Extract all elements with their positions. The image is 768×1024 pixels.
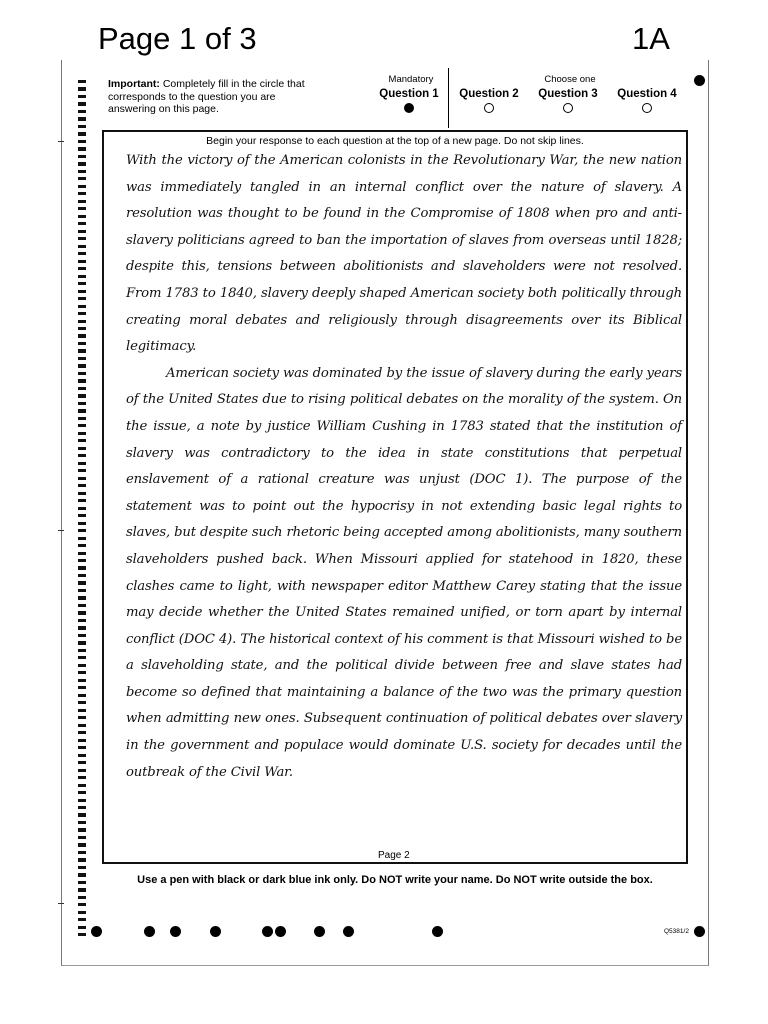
timing-mark (78, 716, 86, 719)
timing-mark (78, 566, 86, 569)
timing-mark (78, 297, 86, 300)
timing-mark (78, 641, 86, 644)
timing-mark (78, 709, 86, 712)
timing-mark (78, 828, 86, 831)
timing-mark (78, 222, 86, 225)
timing-mark (78, 492, 86, 495)
timing-mark (78, 147, 86, 150)
timing-mark (78, 230, 86, 233)
edge-tick (58, 141, 64, 142)
footer-instruction: Use a pen with black or dark blue ink only. Do NOT write your name. Do NOT write outside the box. (137, 874, 653, 886)
timing-mark (78, 813, 86, 816)
response-paragraph-2: American society was dominated by the issue of slavery during the early years of the United States due to rising political debates on the morality of the system. On the issue, a note by justice William Cushing in 1783 stated that the institution of slavery was contradictory to the idea in state constitutions that perpetual enslavement of a rational creature was unjust (DOC 1). The purpose of the statement was to point out the hypocrisy in not extending basic legal rights to slaves, but despite such rhetoric being accepted among abolitionists, many southern slaveholders pushed back. When Missouri applied for statehood in 1820, these clashes came to light, with newspaper editor Matthew Carey stating that the issue may decide whether the United States remained unified, or torn apart by internal conflict (DOC 4). The historical context of his comment is that Missouri wished to be a slaveholding state, and the political divide between free and slave states had become so defined that maintaining a balance of the two was the primary question when admitting new ones. Subsequent continuation of political debates over slavery in the government and populace would dominate U.S. society for decades until the outbreak of the Civil War. (126, 365, 682, 780)
timing-mark (78, 469, 86, 472)
timing-mark (78, 836, 86, 839)
timing-mark (78, 215, 86, 218)
timing-mark (78, 559, 86, 562)
timing-mark (78, 260, 86, 263)
timing-mark (78, 619, 86, 622)
timing-mark (78, 207, 86, 210)
timing-mark (78, 102, 86, 105)
timing-mark (78, 529, 86, 532)
timing-mark (78, 649, 86, 652)
timing-mark (78, 866, 86, 869)
timing-mark (78, 162, 86, 165)
timing-mark (78, 903, 86, 906)
timing-mark (78, 522, 86, 525)
timing-mark (78, 170, 86, 173)
form-id: 1A (632, 21, 670, 56)
timing-mark (78, 237, 86, 240)
registration-dot (170, 926, 181, 937)
form-code: Q5381/2 (664, 928, 689, 935)
timing-mark (78, 267, 86, 270)
timing-mark (78, 117, 86, 120)
timing-mark (78, 439, 86, 442)
timing-mark (78, 417, 86, 420)
timing-mark (78, 372, 86, 375)
timing-mark (78, 858, 86, 861)
timing-mark (78, 784, 86, 787)
mandatory-label: Mandatory (388, 74, 434, 85)
instructions-bold: Important: (108, 78, 160, 90)
timing-mark (78, 125, 86, 128)
timing-mark (78, 611, 86, 614)
timing-mark (78, 701, 86, 704)
registration-dot (314, 926, 325, 937)
timing-mark (78, 252, 86, 255)
timing-mark (78, 110, 86, 113)
choose-one-label: Choose one (544, 74, 596, 85)
timing-mark (78, 724, 86, 727)
timing-mark (78, 574, 86, 577)
timing-mark (78, 746, 86, 749)
timing-mark (78, 327, 86, 330)
timing-mark (78, 305, 86, 308)
timing-mark (78, 454, 86, 457)
timing-mark (78, 896, 86, 899)
bubble-instructions (108, 78, 318, 116)
timing-mark (78, 349, 86, 352)
timing-mark (78, 918, 86, 921)
timing-mark (78, 507, 86, 510)
registration-dot (343, 926, 354, 937)
box-instruction: Begin your response to each question at the top of a new page. Do not skip lines. (206, 135, 584, 147)
registration-dot (210, 926, 221, 937)
question-3-label: Question 3 (538, 88, 598, 100)
timing-mark (78, 95, 86, 98)
page-counter: Page 1 of 3 (98, 21, 257, 56)
registration-dot (432, 926, 443, 937)
timing-mark (78, 312, 86, 315)
timing-mark (78, 888, 86, 891)
question-3-bubble[interactable] (563, 103, 573, 113)
timing-mark (78, 776, 86, 779)
timing-mark (78, 679, 86, 682)
timing-mark (78, 132, 86, 135)
timing-mark (78, 394, 86, 397)
timing-mark (78, 671, 86, 674)
timing-mark (78, 185, 86, 188)
timing-mark (78, 881, 86, 884)
edge-tick (58, 530, 64, 531)
timing-mark (78, 634, 86, 637)
timing-mark (78, 140, 86, 143)
timing-mark (78, 596, 86, 599)
timing-mark (78, 514, 86, 517)
timing-mark (78, 933, 86, 936)
timing-mark (78, 177, 86, 180)
timing-mark (78, 275, 86, 278)
timing-mark (78, 694, 86, 697)
timing-mark (78, 357, 86, 360)
question-1-bubble[interactable] (404, 103, 414, 113)
timing-mark (78, 342, 86, 345)
timing-mark (78, 477, 86, 480)
timing-mark (78, 379, 86, 382)
timing-mark (78, 245, 86, 248)
response-paragraph-1: With the victory of the American colonists in the Revolutionary War, the new nation was immediately tangled in an internal conflict over the nature of slavery. A resolution was thought to be found in the Compromise of 1808 when pro and anti-slavery politicians agreed to ban the importation of slaves from overseas until 1828; despite this, tensions between abolitionists and slaveholders were not resolved. From 1783 to 1840, slavery deeply shaped American society both politically through creating moral debates and religiously through disagreements over its Biblical legitimacy. (126, 153, 682, 355)
timing-mark (78, 484, 86, 487)
timing-mark (78, 851, 86, 854)
timing-mark (78, 155, 86, 158)
timing-mark (78, 761, 86, 764)
timing-mark (78, 80, 86, 83)
timing-mark (78, 911, 86, 914)
registration-dot (694, 926, 705, 937)
timing-mark (78, 626, 86, 629)
timing-mark (78, 462, 86, 465)
timing-mark (78, 409, 86, 412)
timing-mark (78, 806, 86, 809)
question-1-label: Question 1 (379, 88, 439, 100)
timing-mark (78, 754, 86, 757)
timing-mark (78, 320, 86, 323)
timing-mark (78, 387, 86, 390)
timing-mark (78, 739, 86, 742)
question-2-label: Question 2 (459, 88, 519, 100)
timing-mark (78, 402, 86, 405)
timing-mark (78, 843, 86, 846)
question-2-bubble[interactable] (484, 103, 494, 113)
timing-mark (78, 656, 86, 659)
timing-mark (78, 552, 86, 555)
handwritten-response (126, 148, 682, 786)
timing-mark (78, 282, 86, 285)
timing-mark (78, 581, 86, 584)
timing-mark (78, 334, 86, 337)
timing-mark (78, 604, 86, 607)
question-4-label: Question 4 (617, 88, 677, 100)
timing-mark (78, 537, 86, 540)
timing-mark (78, 769, 86, 772)
timing-mark (78, 544, 86, 547)
registration-dot (694, 75, 705, 86)
timing-mark (78, 87, 86, 90)
edge-tick (58, 903, 64, 904)
timing-mark (78, 686, 86, 689)
timing-mark (78, 432, 86, 435)
timing-marks (78, 80, 86, 940)
timing-mark (78, 821, 86, 824)
timing-mark (78, 499, 86, 502)
timing-mark (78, 799, 86, 802)
timing-mark (78, 873, 86, 876)
timing-mark (78, 290, 86, 293)
timing-mark (78, 364, 86, 367)
question-4-bubble[interactable] (642, 103, 652, 113)
timing-mark (78, 192, 86, 195)
timing-mark (78, 791, 86, 794)
timing-mark (78, 200, 86, 203)
registration-dot (262, 926, 273, 937)
timing-mark (78, 731, 86, 734)
timing-mark (78, 664, 86, 667)
timing-mark (78, 926, 86, 929)
timing-mark (78, 447, 86, 450)
timing-mark (78, 589, 86, 592)
inner-page-number: Page 2 (378, 850, 410, 861)
registration-dot (275, 926, 286, 937)
registration-dot (91, 926, 102, 937)
instructions-text: Completely fill in the circle that corresponds to the question you are answering on this page. (108, 78, 305, 115)
registration-dot (144, 926, 155, 937)
timing-mark (78, 424, 86, 427)
